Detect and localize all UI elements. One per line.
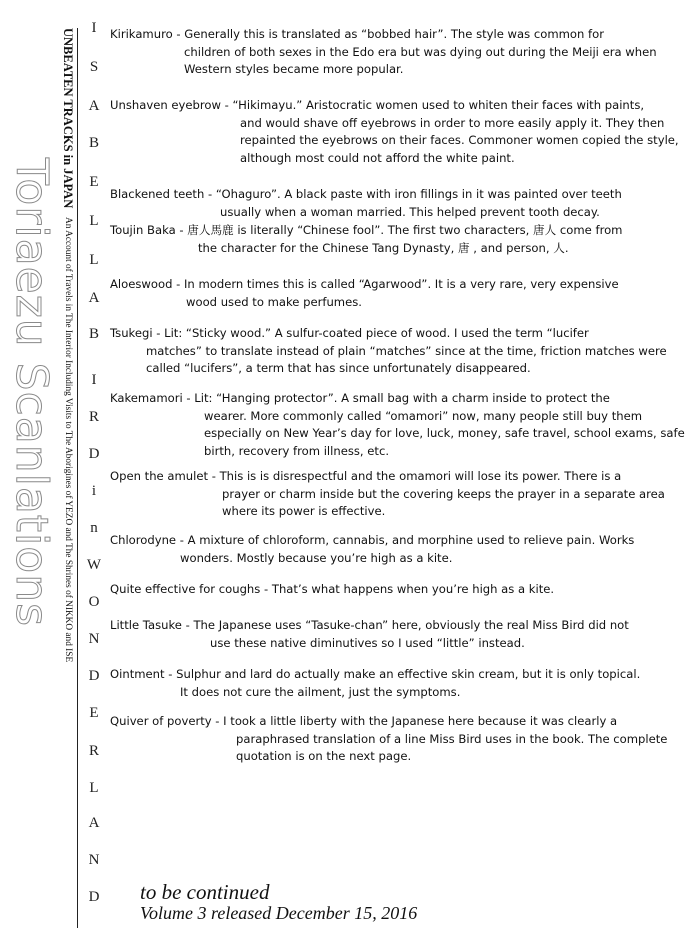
note-first-line: Blackened teeth - “Ohaguro”. A black paste with iron fillings in it was painted over teeth	[110, 187, 622, 201]
series-title-letter: A	[88, 815, 100, 831]
series-title-letter: I	[91, 372, 97, 388]
series-title-letters	[84, 20, 104, 905]
series-title-letter: B	[88, 326, 99, 342]
note-continuation: wood used to make perfumes.	[186, 294, 362, 309]
next-volume-release-text: Volume 3 released December 15, 2016	[140, 903, 418, 923]
note-first-line: Open the amulet - This is is disrespectful and the omamori will lose its power. There is a	[110, 469, 622, 483]
series-title-letter: E	[89, 174, 99, 190]
note-continuation: It does not cure the ailment, just the symptoms.	[180, 684, 461, 699]
note-first-line: Quiver of poverty - I took a little liberty with the Japanese here because it was clearly a	[110, 714, 618, 728]
series-title-letter: R	[88, 743, 99, 759]
note-first-line: Kakemamori - Lit: “Hanging protector”. A small bag with a charm inside to protect the	[110, 391, 610, 405]
note-first-line: Chlorodyne - A mixture of chloroform, cannabis, and morphine used to relieve pain. Works	[110, 533, 635, 547]
note-first-line: Quite effective for coughs - That’s what happens when you’re high as a kite.	[110, 582, 555, 596]
note-entry	[110, 325, 695, 378]
note-first-line: Toujin Baka - 唐人馬鹿 is literally “Chinese fool”. The first two characters, 唐人 come from	[110, 223, 623, 237]
series-title-letter: O	[88, 594, 100, 610]
note-first-line: Aloeswood - In modern times this is called “Agarwood”. It is a very rare, very expensive	[110, 277, 619, 291]
series-title-letter: L	[89, 252, 99, 268]
series-title-letter: N	[88, 852, 100, 868]
book-spine-strip	[60, 28, 76, 908]
note-entry	[110, 97, 695, 167]
series-title-letter: N	[88, 631, 100, 647]
series-title-letter: I	[91, 20, 97, 36]
note-continuation: use these native diminutives so I used “little” instead.	[210, 635, 525, 650]
spine-book-title: UNBEATEN TRACKS in JAPAN	[61, 28, 75, 209]
note-continuation: children of both sexes in the Edo era but was dying out during the Meiji era when Western styles became more popular.	[184, 44, 657, 76]
note-continuation: the character for the Chinese Tang Dynasty, 唐 , and person, 人.	[198, 240, 569, 255]
note-entry	[110, 581, 695, 599]
note-continuation: wearer. More commonly called “omamori” now, many people still buy them especially on New Year’s day for love, luck, money, safe travel, school exams, safe birth, recovery from illness, etc.	[204, 408, 685, 458]
spine-divider-line	[77, 28, 78, 928]
series-title-letter: D	[88, 668, 100, 684]
note-first-line: Little Tasuke - The Japanese uses “Tasuke-chan” here, obviously the real Miss Bird did not	[110, 618, 629, 632]
series-title-letter: B	[88, 135, 99, 151]
scanlation-watermark: Toriaezu Scanlations	[6, 158, 57, 628]
note-entry	[110, 617, 695, 652]
note-entry	[110, 390, 695, 460]
note-continuation: prayer or charm inside but the covering keeps the prayer in a separate area where its power is effective.	[222, 486, 665, 518]
series-title-letter: L	[89, 780, 99, 796]
series-title-letter: D	[88, 446, 100, 462]
note-entry	[110, 666, 695, 701]
note-first-line: Tsukegi - Lit: “Sticky wood.” A sulfur-coated piece of wood. I used the term “lucifer	[110, 326, 589, 340]
series-title-letter: E	[89, 705, 99, 721]
note-continuation: wonders. Mostly because you’re high as a kite.	[180, 550, 453, 565]
note-entry	[110, 713, 695, 766]
series-title-letter: R	[88, 409, 99, 425]
series-title-letter: D	[88, 889, 100, 905]
to-be-continued-text: to be continued	[140, 880, 270, 904]
series-title-letter: A	[88, 98, 100, 114]
note-first-line: Unshaven eyebrow - “Hikimayu.” Aristocratic women used to whiten their faces with paints,	[110, 98, 645, 112]
note-entry	[110, 532, 695, 567]
note-continuation: paraphrased translation of a line Miss Bird uses in the book. The complete quotation is on the next page.	[236, 731, 668, 763]
note-entry	[110, 186, 695, 221]
series-title-letter: S	[89, 59, 99, 75]
series-title-letter: L	[89, 213, 99, 229]
note-entry	[110, 276, 695, 311]
series-title-letter: i	[91, 483, 97, 499]
spine-book-subtitle: An Account of Travels in The Interior Including Visits to The Aborigines of YEZO and The Shrines of NIKKO and ISE	[63, 217, 73, 663]
note-continuation: and would shave off eyebrows in order to more easily apply it. They then repainted the eyebrows on their faces. Commoner women copied the style, although most could not afford the white paint.	[240, 115, 679, 165]
note-first-line: Kirikamuro - Generally this is translated as “bobbed hair”. The style was common for	[110, 27, 604, 41]
note-continuation: matches” to translate instead of plain “matches” since at the time, friction matches were called “lucifers”, a term that has since unfortunately disappeared.	[146, 343, 667, 375]
series-title-letter: A	[88, 290, 100, 306]
note-entry	[110, 468, 695, 521]
note-continuation: usually when a woman married. This helped prevent tooth decay.	[220, 204, 600, 219]
note-entry	[110, 26, 695, 79]
series-title-letter: n	[90, 520, 98, 536]
note-first-line: Ointment - Sulphur and lard do actually make an effective skin cream, but it is only topical.	[110, 667, 641, 681]
series-title-letter: W	[86, 557, 102, 573]
note-entry	[110, 222, 695, 257]
